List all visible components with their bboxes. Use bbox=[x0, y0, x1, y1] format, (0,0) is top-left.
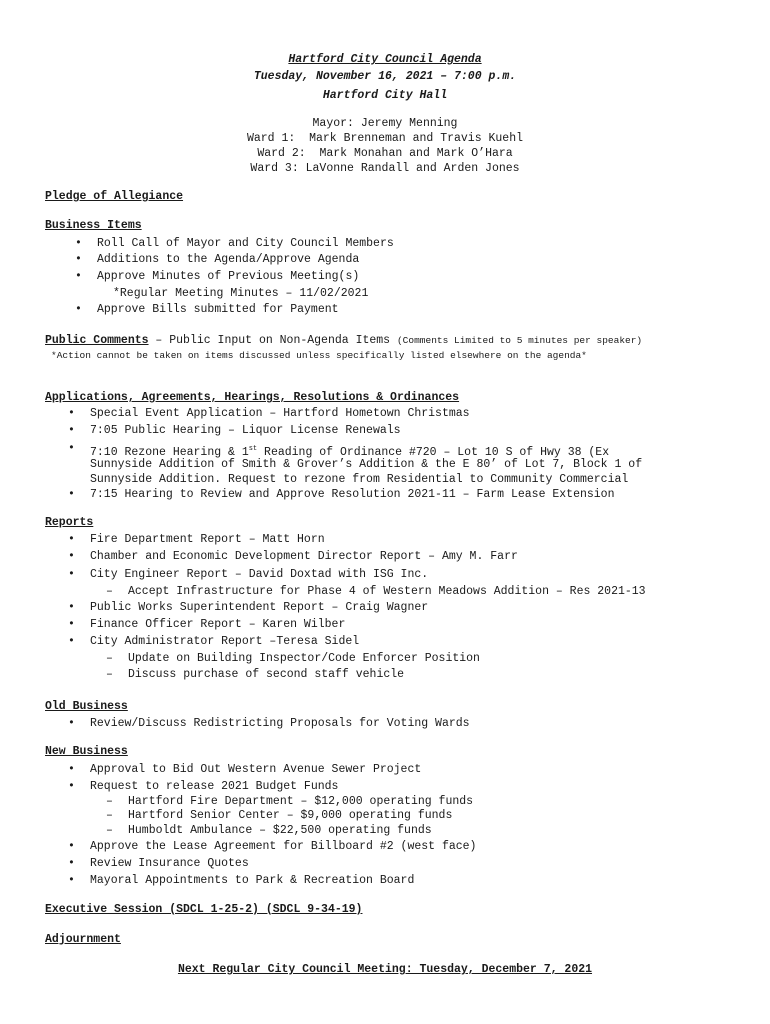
list-item: Fire Department Report – Matt Horn bbox=[90, 533, 325, 546]
bullet-icon: • bbox=[68, 568, 75, 581]
bullet-icon: • bbox=[68, 407, 75, 420]
bullet-icon: • bbox=[68, 424, 75, 437]
applications-heading: Applications, Agreements, Hearings, Resolutions & Ordinances bbox=[45, 391, 460, 404]
reports-heading: Reports bbox=[45, 516, 94, 529]
bullet-icon: • bbox=[68, 763, 75, 776]
ward3-line: Ward 3: LaVonne Randall and Arden Jones bbox=[250, 162, 520, 175]
bullet-icon: • bbox=[68, 874, 75, 887]
bullet-icon: • bbox=[68, 635, 75, 648]
dash-icon: – bbox=[106, 668, 113, 681]
pledge-heading: Pledge of Allegiance bbox=[45, 190, 184, 203]
public-heading: Public Comments bbox=[45, 334, 149, 347]
bullet-icon: • bbox=[68, 550, 75, 563]
list-item: City Engineer Report – David Doxtad with ISG Inc. bbox=[90, 568, 429, 581]
list-item: Finance Officer Report – Karen Wilber bbox=[90, 618, 346, 631]
list-item-cont: Sunnyside Addition. Request to rezone from Residential to Community Commercial bbox=[90, 473, 629, 486]
list-item: Roll Call of Mayor and City Council Members bbox=[97, 237, 394, 250]
bullet-icon: • bbox=[75, 237, 82, 250]
bullet-icon: • bbox=[68, 717, 75, 730]
agenda-date: Tuesday, November 16, 2021 – 7:00 p.m. bbox=[253, 70, 517, 83]
bullet-icon: • bbox=[68, 533, 75, 546]
dash-icon: – bbox=[106, 809, 113, 822]
item-text: Reading of Ordinance #720 – Lot 10 S of Hwy 38 (Ex bbox=[257, 445, 610, 459]
list-item: City Administrator Report –Teresa Sidel bbox=[90, 635, 360, 648]
dash-icon: – bbox=[106, 585, 113, 598]
bullet-icon: • bbox=[68, 618, 75, 631]
dash-icon: – bbox=[106, 795, 113, 808]
list-item: Public Works Superintendent Report – Craig Wagner bbox=[90, 601, 429, 614]
adjournment-heading: Adjournment bbox=[45, 933, 121, 946]
bullet-icon: • bbox=[75, 253, 82, 266]
bullet-icon: • bbox=[75, 303, 82, 316]
item-text: 7:10 Rezone Hearing & 1 bbox=[90, 445, 249, 459]
dash-icon: – bbox=[106, 652, 113, 665]
list-item: Request to release 2021 Budget Funds bbox=[90, 780, 339, 793]
agenda-title: Hartford City Council Agenda bbox=[288, 53, 482, 66]
bullet-icon: • bbox=[75, 270, 82, 283]
executive-session-heading: Executive Session (SDCL 1-25-2) (SDCL 9-34-19) bbox=[45, 903, 363, 916]
list-item: Chamber and Economic Development Director Report – Amy M. Farr bbox=[90, 550, 518, 563]
bullet-icon: • bbox=[68, 857, 75, 870]
list-subitem: Accept Infrastructure for Phase 4 of Western Meadows Addition – Res 2021-13 bbox=[128, 585, 646, 598]
list-subitem: Update on Building Inspector/Code Enforcer Position bbox=[128, 652, 480, 665]
mayor-line: Mayor: Jeremy Menning bbox=[312, 117, 458, 130]
bullet-icon: • bbox=[68, 488, 75, 501]
list-subitem: Hartford Fire Department – $12,000 operating funds bbox=[128, 795, 474, 808]
list-item: Mayoral Appointments to Park & Recreation Board bbox=[90, 874, 415, 887]
list-subitem: *Regular Meeting Minutes – 11/02/2021 bbox=[113, 287, 369, 300]
list-item: Review Insurance Quotes bbox=[90, 857, 249, 870]
list-item: Approve Minutes of Previous Meeting(s) bbox=[97, 270, 360, 283]
list-item: Approval to Bid Out Western Avenue Sewer Project bbox=[90, 763, 422, 776]
list-item: Special Event Application – Hartford Hometown Christmas bbox=[90, 407, 470, 420]
public-text: – Public Input on Non-Agenda Items bbox=[148, 334, 397, 347]
list-item: Approve the Lease Agreement for Billboard #2 (west face) bbox=[90, 840, 477, 853]
list-item: 7:05 Public Hearing – Liquor License Renewals bbox=[90, 424, 401, 437]
list-item-cont: Sunnyside Addition of Smith & Grover’s Addition & the E 80’ of Lot 7, Block 1 of bbox=[90, 458, 643, 471]
bullet-icon: • bbox=[68, 780, 75, 793]
public-note: *Action cannot be taken on items discussed unless specifically listed elsewhere on the agenda* bbox=[51, 350, 587, 361]
ward1-line: Ward 1: Mark Brenneman and Travis Kuehl bbox=[246, 132, 524, 145]
public-comments-line bbox=[45, 333, 642, 349]
new-business-heading: New Business bbox=[45, 745, 128, 758]
bullet-icon: • bbox=[68, 601, 75, 614]
list-item: 7:15 Hearing to Review and Approve Resolution 2021-11 – Farm Lease Extension bbox=[90, 488, 615, 501]
list-subitem: Discuss purchase of second staff vehicle bbox=[128, 668, 405, 681]
business-heading: Business Items bbox=[45, 219, 142, 232]
list-subitem: Humboldt Ambulance – $22,500 operating funds bbox=[128, 824, 432, 837]
bullet-icon: • bbox=[68, 840, 75, 853]
agenda-location: Hartford City Hall bbox=[322, 89, 448, 102]
list-item: Approve Bills submitted for Payment bbox=[97, 303, 339, 316]
next-meeting: Next Regular City Council Meeting: Tuesday, December 7, 2021 bbox=[177, 963, 593, 976]
old-business-heading: Old Business bbox=[45, 700, 128, 713]
ward2-line: Ward 2: Mark Monahan and Mark O’Hara bbox=[257, 147, 513, 160]
list-item: Review/Discuss Redistricting Proposals for Voting Wards bbox=[90, 717, 470, 730]
dash-icon: – bbox=[106, 824, 113, 837]
superscript: st bbox=[248, 445, 258, 453]
list-subitem: Hartford Senior Center – $9,000 operating funds bbox=[128, 809, 453, 822]
public-limit: (Comments Limited to 5 minutes per speaker) bbox=[396, 335, 643, 346]
bullet-icon: • bbox=[68, 442, 75, 455]
list-item: Additions to the Agenda/Approve Agenda bbox=[97, 253, 360, 266]
